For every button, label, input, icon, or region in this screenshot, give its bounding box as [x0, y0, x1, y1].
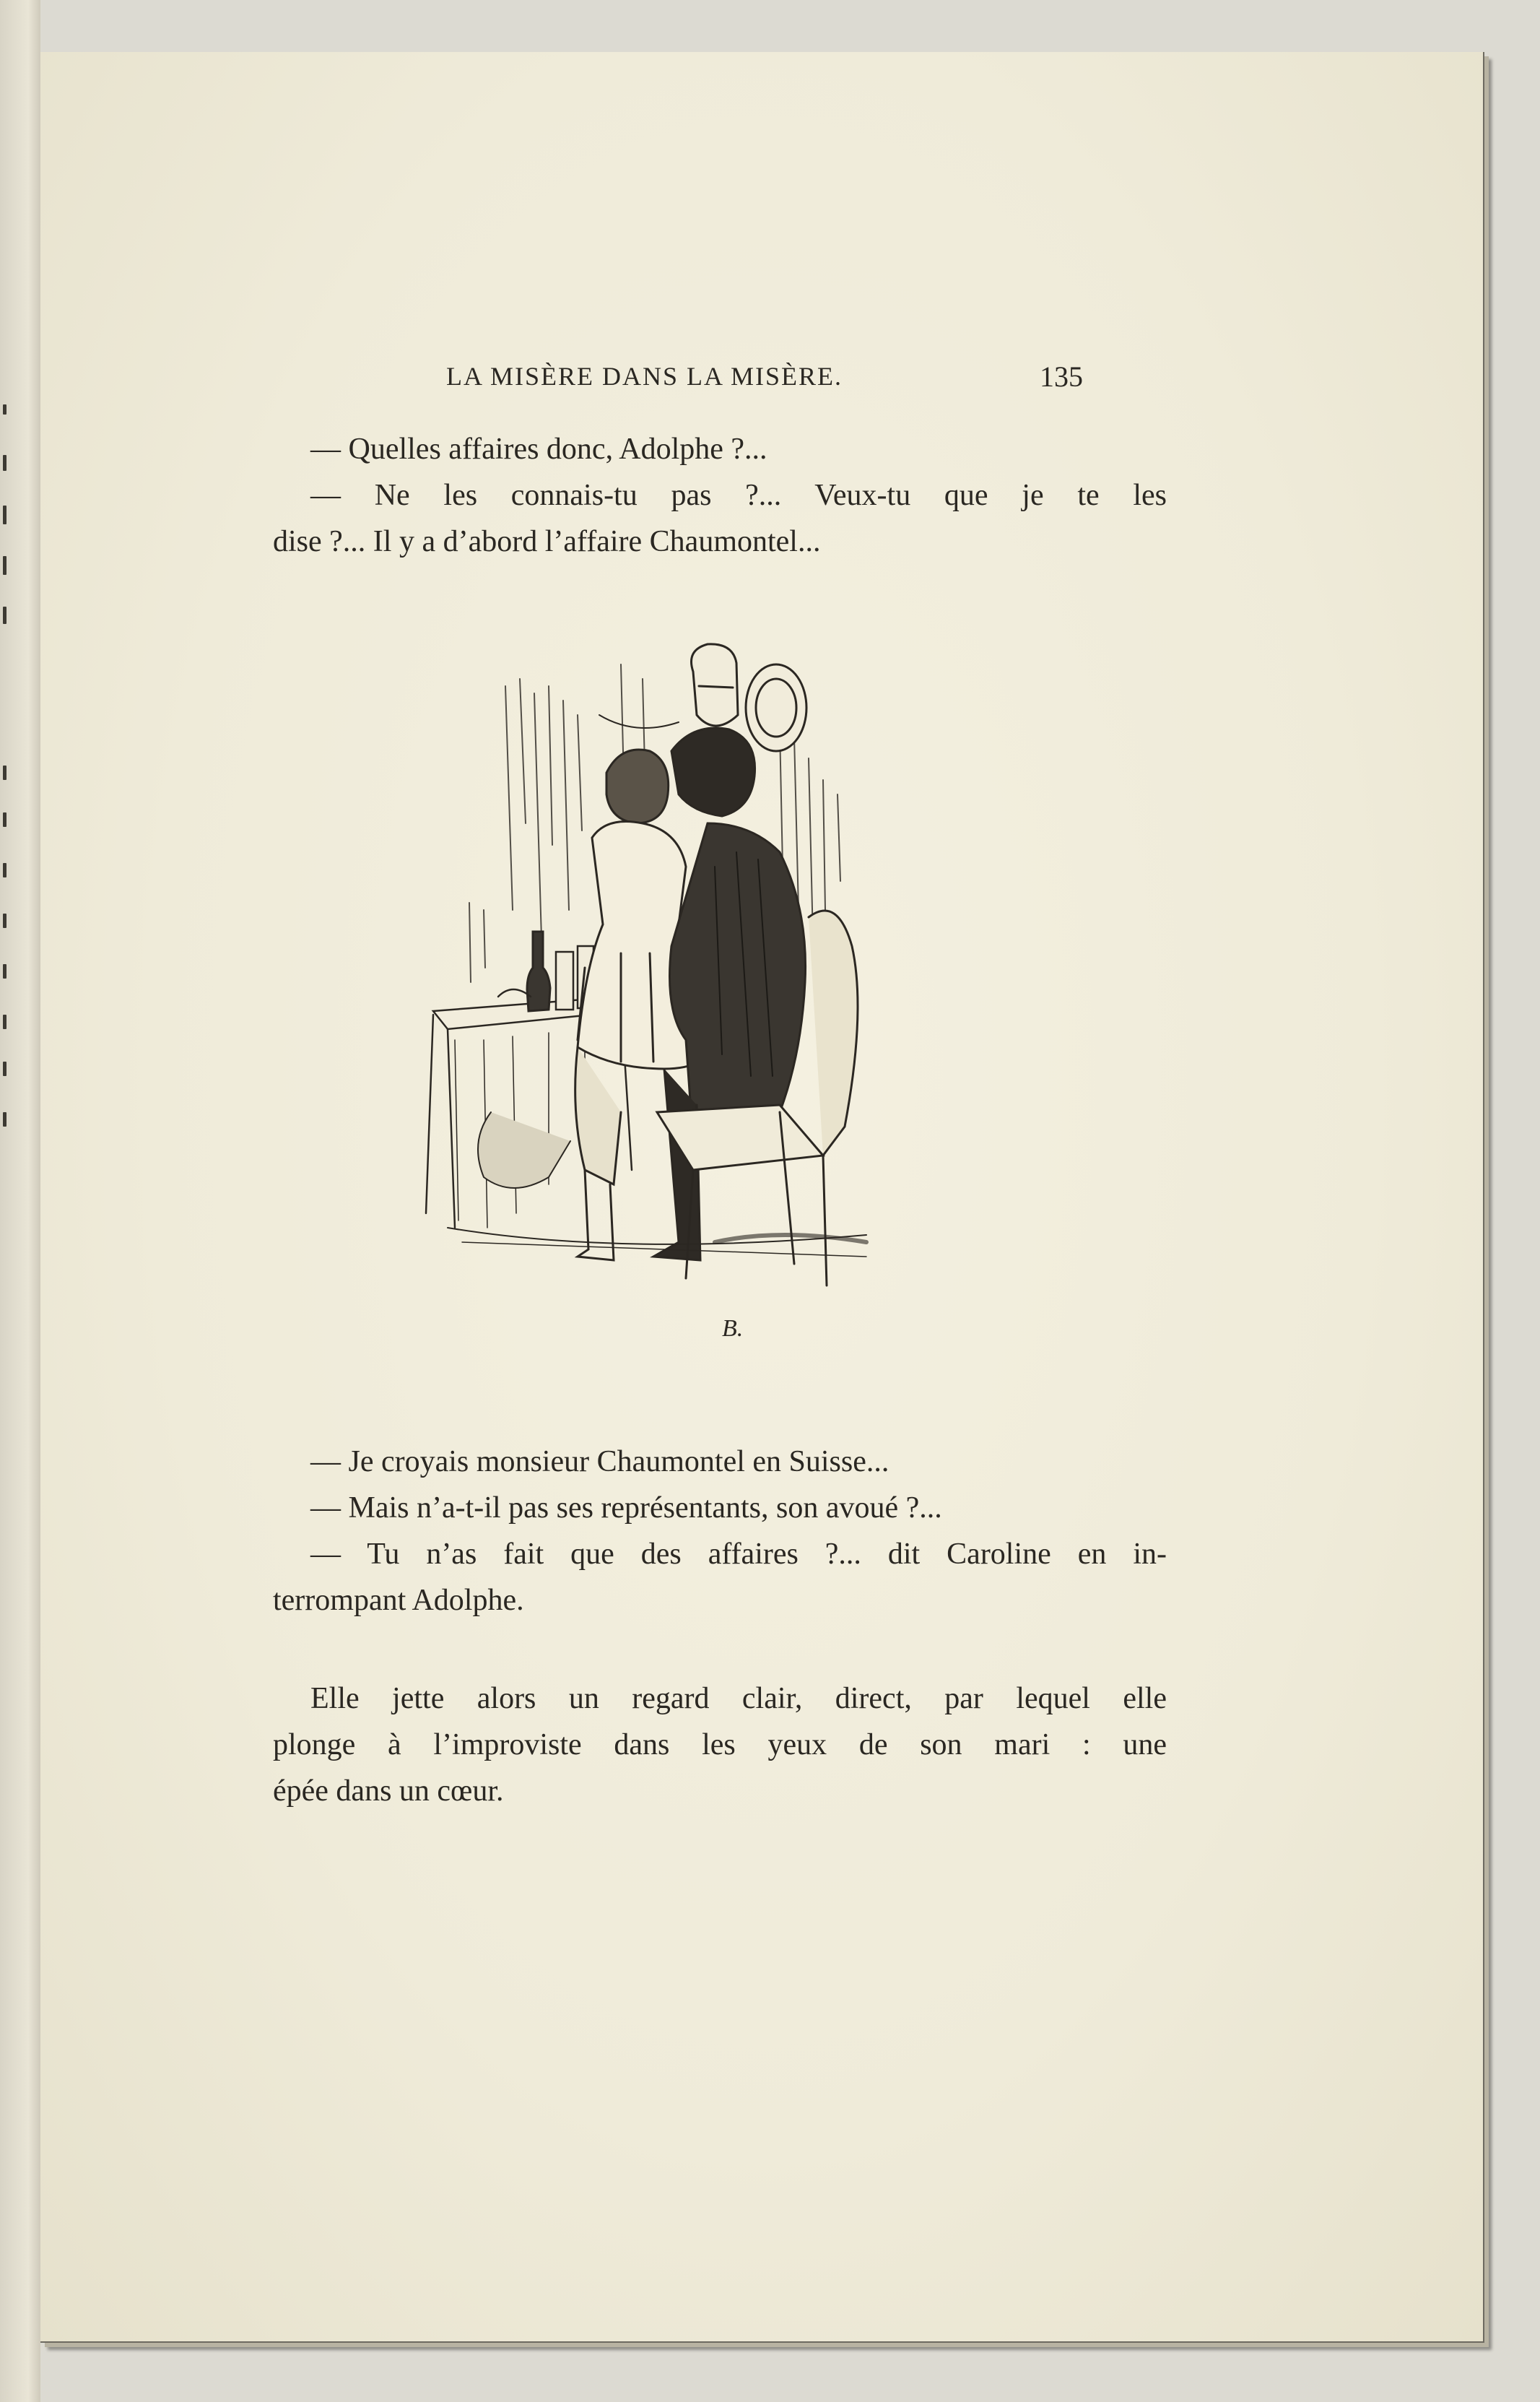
- facing-page-letter-fragment: [3, 812, 6, 827]
- text-line: épée dans un cœur.: [273, 1774, 504, 1808]
- facing-page-letter-fragment: [3, 1015, 6, 1029]
- facing-page-letter-fragment: [3, 607, 6, 624]
- facing-page-letter-fragment: [3, 1112, 6, 1127]
- artist-signature: B.: [722, 1315, 744, 1342]
- running-title: LA MISÈRE DANS LA MISÈRE.: [446, 362, 843, 391]
- facing-page-edge: [0, 0, 40, 2402]
- text-line: — Mais n’a-t-il pas ses représentants, son avoué ?...: [310, 1491, 942, 1525]
- text-line: — Quelles affaires donc, Adolphe ?...: [310, 433, 767, 466]
- engraving-illustration: [404, 607, 982, 1387]
- facing-page-letter-fragment: [3, 506, 6, 524]
- champagne-bottle: [527, 932, 550, 1011]
- facing-page-letter-fragment: [3, 914, 6, 928]
- text-line: — Ne les connais-tu pas ?... Veux-tu que je te les: [310, 479, 1167, 512]
- facing-page-letter-fragment: [3, 404, 6, 415]
- text-line: plonge à l’improviste dans les yeux de son mari : une: [273, 1728, 1167, 1761]
- facing-page-letter-fragment: [3, 455, 6, 471]
- text-line: terrompant Adolphe.: [273, 1584, 524, 1617]
- page-number: 135: [1040, 360, 1083, 393]
- hanging-hat: [746, 664, 806, 751]
- facing-page-letter-fragment: [3, 1062, 6, 1076]
- hanging-bonnet: [692, 644, 739, 726]
- text-line: — Tu n’as fait que des affaires ?... dit Caroline en in-: [310, 1538, 1167, 1571]
- man-figure: [653, 728, 806, 1260]
- facing-page-letter-fragment: [3, 863, 6, 877]
- facing-page-letter-fragment: [3, 766, 6, 780]
- text-line: — Je croyais monsieur Chaumontel en Suisse...: [310, 1445, 889, 1478]
- facing-page-letter-fragment: [3, 964, 6, 979]
- facing-page-letter-fragment: [3, 556, 6, 575]
- text-line: dise ?... Il y a d’abord l’affaire Chaumontel...: [273, 525, 821, 558]
- text-line: Elle jette alors un regard clair, direct, par lequel elle: [310, 1682, 1167, 1715]
- coat-hook: [599, 715, 679, 728]
